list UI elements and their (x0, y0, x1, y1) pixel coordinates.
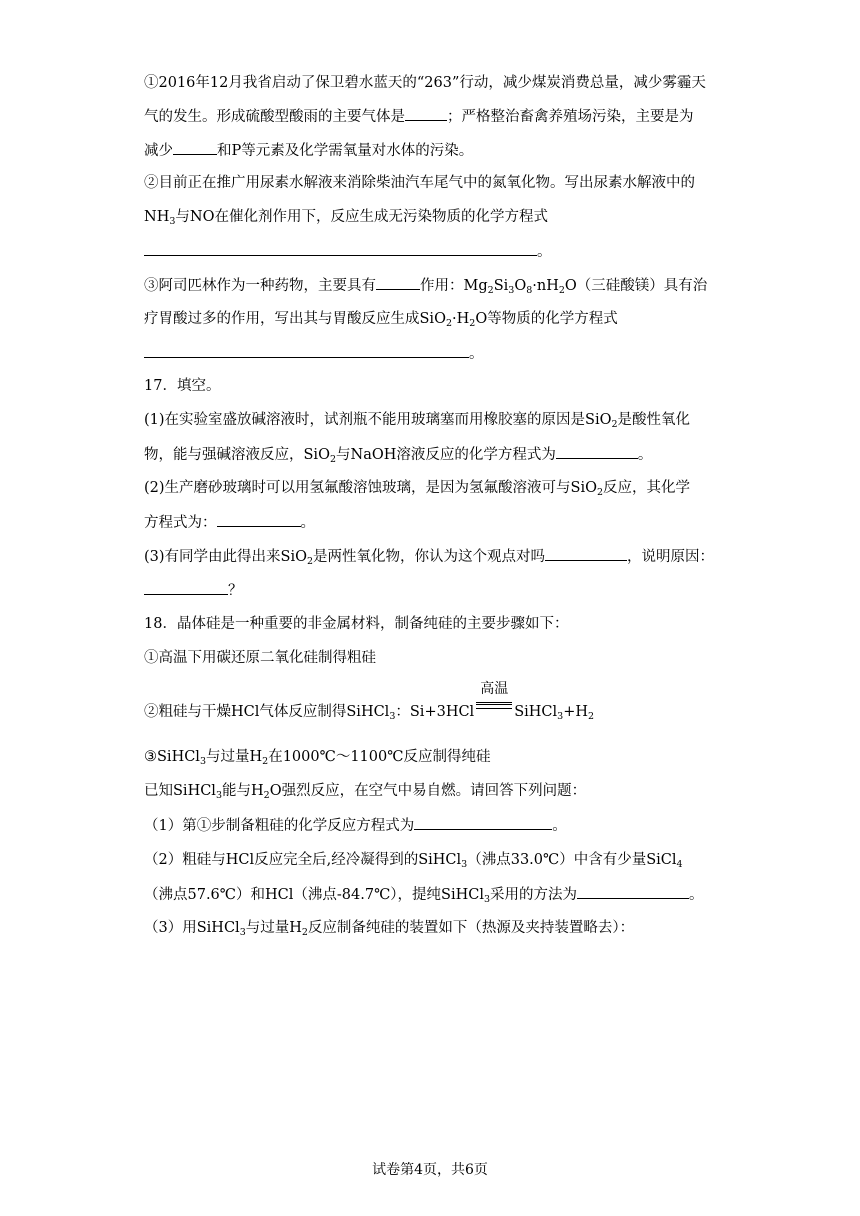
q16-p3-line1: ③阿司匹林作为一种药物，主要具有 作用：$Mg_2Si_3O_8\cdot nH_2O$（三硅酸镁）具有治 (144, 275, 719, 295)
page-footer: 试卷第4页，共6页 (372, 1162, 488, 1178)
answer-blank[interactable] (577, 884, 689, 899)
answer-blank[interactable] (376, 275, 420, 290)
q17-p1-line1: (1)在实验室盛放碱溶液时，试剂瓶不能用玻璃塞而用橡胶塞的原因是SiO$_2$是酸性氧化 (144, 412, 691, 430)
q18-sub2-line1: （2）粗硅与HCl反应完全后,经冷凝得到的SiHCl$_3$（沸点33.0℃）中含有少量SiCl$_4$ (144, 852, 683, 870)
q16-p2-line2: $NH_3$与NO在催化剂作用下，反应生成无污染物质的化学方程式 (144, 209, 548, 227)
answer-blank[interactable] (414, 815, 552, 830)
answer-blank[interactable] (144, 343, 469, 358)
answer-blank[interactable] (217, 512, 301, 527)
q17-p2-line2: 方程式为： 。 (144, 512, 719, 532)
q16-p1-line2: 气的发生。形成硫酸型酸雨的主要气体是 ；严格整治畜禽养殖场污染，主要是为 (144, 106, 719, 126)
q16-p1-line3: 减少 和P等元素及化学需氧量对水体的污染。 (144, 140, 719, 160)
q17-p3-line1: (3)有同学由此得出来SiO$_2$是两性氧化物，你认为这个观点对吗 ，说明原因： (144, 546, 719, 566)
q18-sub2-line2: （沸点57.6℃）和HCl（沸点-84.7℃），提纯SiHCl$_3$采用的方法为 。 (144, 884, 719, 904)
q17-title: 17．填空。 (144, 378, 221, 394)
answer-blank[interactable] (556, 444, 638, 459)
q18-known: 已知SiHCl$_3$能与$H_2O$强烈反应，在空气中易自燃。请回答下列问题： (144, 783, 587, 801)
q18-sub1: （1）第①步制备粗硅的化学反应方程式为 。 (144, 815, 719, 835)
q17-p2-line1: (2)生产磨砂玻璃时可以用氢氟酸溶蚀玻璃，是因为氢氟酸溶液可与SiO$_2$反应，其化学 (144, 480, 691, 498)
q16-p2-line3: 。 (144, 241, 719, 261)
q18-sub3: （3）用SiHCl$_3$与过量$H_2$反应制备纯硅的装置如下（热源及夹持装置略去）： (144, 920, 635, 938)
q18-step1: ①高温下用碳还原二氧化硅制得粗硅 (144, 650, 376, 666)
q16-p1-line1: ①2016年12月我省启动了保卫碧水蓝天的“263”行动，减少煤炭消费总量，减少雾霾天 (144, 75, 706, 91)
q17-p1-line2: 物，能与强碱溶液反应，SiO$_2$与NaOH溶液反应的化学方程式为 。 (144, 444, 719, 464)
q16-p3-line3: 。 (144, 343, 719, 363)
q18-step3: ③SiHCl$_3$与过量$H_2$在1000℃～1100℃反应制得纯硅 (144, 749, 491, 767)
q18-title: 18．晶体硅是一种重要的非金属材料，制备纯硅的主要步骤如下： (144, 616, 569, 632)
q18-step2: ②粗硅与干燥HCl气体反应制得SiHCl$_3$：Si+3HCl 高温 $SiHCl_3+H_2$ (144, 681, 595, 722)
answer-blank[interactable] (173, 140, 217, 155)
answer-blank[interactable] (545, 546, 627, 561)
q17-p3-line2: ？ (144, 580, 719, 600)
answer-blank[interactable] (144, 241, 537, 256)
answer-blank[interactable] (144, 580, 228, 595)
q16-p2-line1: ②目前正在推广用尿素水解液来消除柴油汽车尾气中的氮氧化物。写出尿素水解液中的 (144, 175, 695, 191)
reaction-condition: 高温 (474, 696, 514, 716)
answer-blank[interactable] (405, 106, 447, 121)
q16-p3-line2: 疗胃酸过多的作用，写出其与胃酸反应生成$SiO_2\cdot H_2O$等物质的化学方程式 (144, 311, 618, 329)
